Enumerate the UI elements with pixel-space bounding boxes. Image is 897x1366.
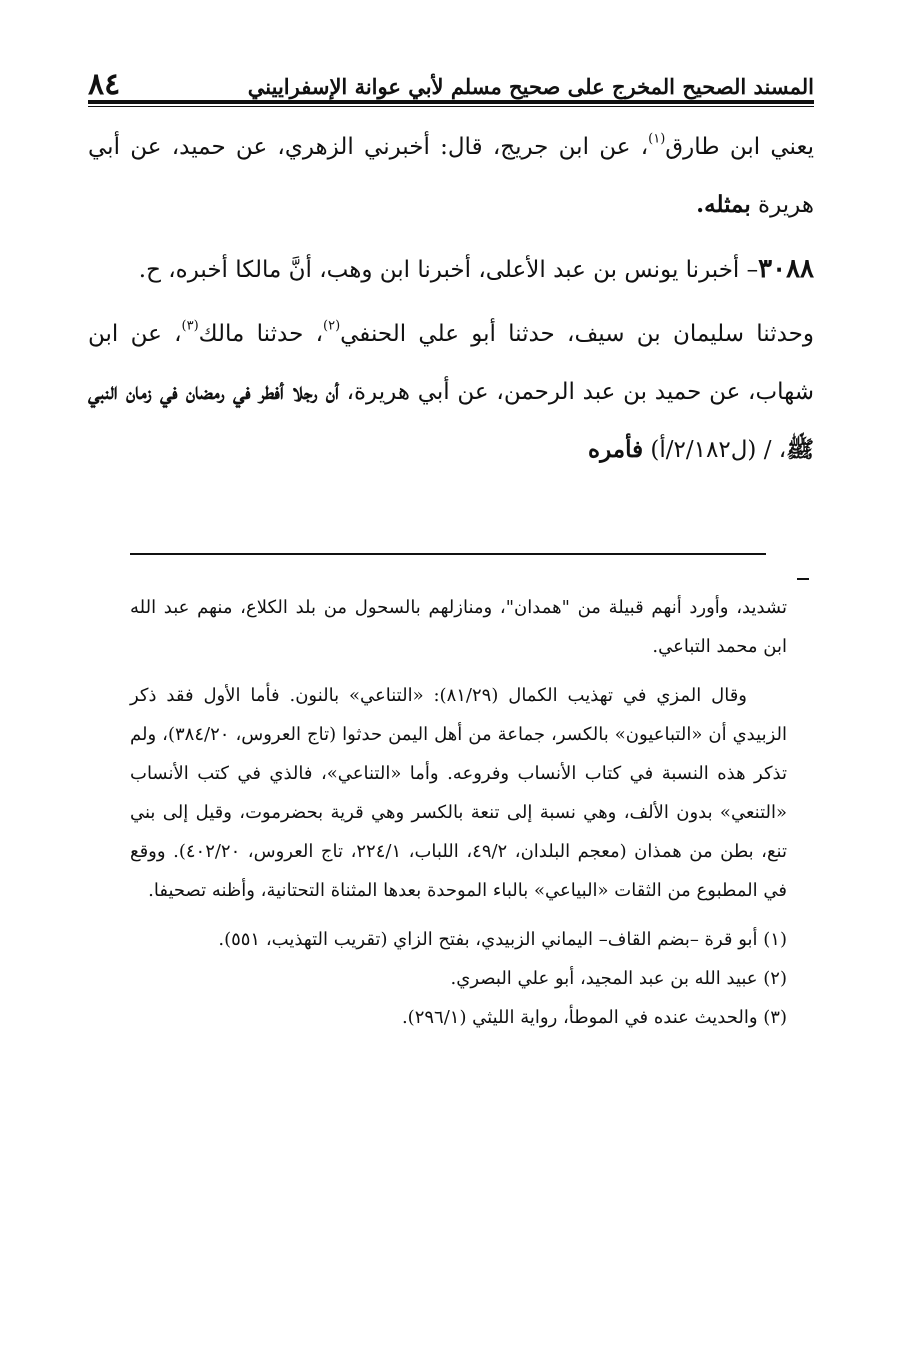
- footnote-3: (٣) والحديث عنده في الموطأ، رواية الليثي (٢٩٦/١).: [401, 1007, 787, 1028]
- footnote-ref-3: (٣): [181, 318, 199, 334]
- footnotes: [130, 588, 787, 1037]
- text-span: ، حدثنا مالك: [198, 321, 323, 347]
- footnote-separator: [130, 553, 766, 555]
- paragraph-1: [88, 118, 814, 234]
- text-span: يعني ابن طارق: [665, 134, 814, 160]
- page-number: ٨٤: [88, 67, 121, 102]
- footnote-ref-1: (١): [648, 131, 666, 147]
- main-text: [88, 118, 814, 479]
- header-rule: [88, 100, 814, 107]
- running-title: المسند الصحيح المخرج على صحيح مسلم لأبي عوانة الإسفراييني: [247, 74, 814, 99]
- text-span: ، / (ل٢/١٨٢/أ): [643, 437, 787, 463]
- footnote-1: (١) أبو قرة –بضم القاف– اليماني الزبيدي، بفتح الزاي (تقريب التهذيب، ٥٥١).: [218, 929, 787, 950]
- footnote-continuation-mark: [797, 578, 809, 580]
- footnote-ref-2: (٢): [323, 318, 341, 334]
- hadith-3088: [88, 240, 814, 299]
- text-span: ، عن ابن جريج، قال: أخبرني الزهري، عن حميد، عن أبي هريرة: [88, 134, 814, 218]
- footnote-2: (٢) عبيد الله بن عبد المجيد، أبو علي البصري.: [450, 968, 787, 989]
- text-span: – أخبرنا يونس بن عبد الأعلى، أخبرنا ابن وهب، أنَّ مالكا أخبره، ح.: [138, 257, 759, 283]
- hadith-number: ٣٠٨٨: [758, 254, 814, 284]
- footnote-continuation-2: وقال المزي في تهذيب الكمال (٨١/٢٩): «التناعي» بالنون. فأما الأول فقد ذكر الزبيدي أن «التباعيون» بالكسر، جماعة من أهل اليمن حدثوا (تاج العروس، ٣٨٤/٢٠)، ولم تذكر هذه النسبة في كتاب الأنساب وفروعه. وأما «التناعي»، فالذي في كتب الأنساب «التنعي» بدون الألف، وهي نسبة إلى تنعة بالكسر وهي قرية بحضرموت، وقيل إلى بني تنع، بطن من همذان (معجم البلدان، ٤٩/٢، اللباب، ٢٢٤/١، تاج العروس، ٤٠٢/٢٠). ووقع في المطبوع من الثقات «البياعي» بالباء الموحدة بعدها المثناة التحتانية، وأظنه تصحيفا.: [130, 685, 787, 901]
- text-span: وحدثنا سليمان بن سيف، حدثنا أبو علي الحنفي: [340, 321, 815, 347]
- page-header: [88, 58, 814, 102]
- paragraph-3: [88, 305, 814, 479]
- bold-phrase: بمثله.: [696, 191, 751, 218]
- footnote-continuation-1: تشديد، وأورد أنهم قبيلة من "همدان"، ومنازلهم بالسحول من بلد الكلاع، منهم عبد الله ابن محمد التباعي.: [130, 597, 787, 657]
- text-span: ، عن ابن شهاب، عن حميد بن عبد الرحمن، عن أبي هريرة،: [88, 321, 814, 405]
- bold-phrase: أن رجلا أفطر في رمضان في زمان النبي ﷺ: [88, 378, 814, 463]
- bold-phrase: فأمره: [588, 436, 644, 463]
